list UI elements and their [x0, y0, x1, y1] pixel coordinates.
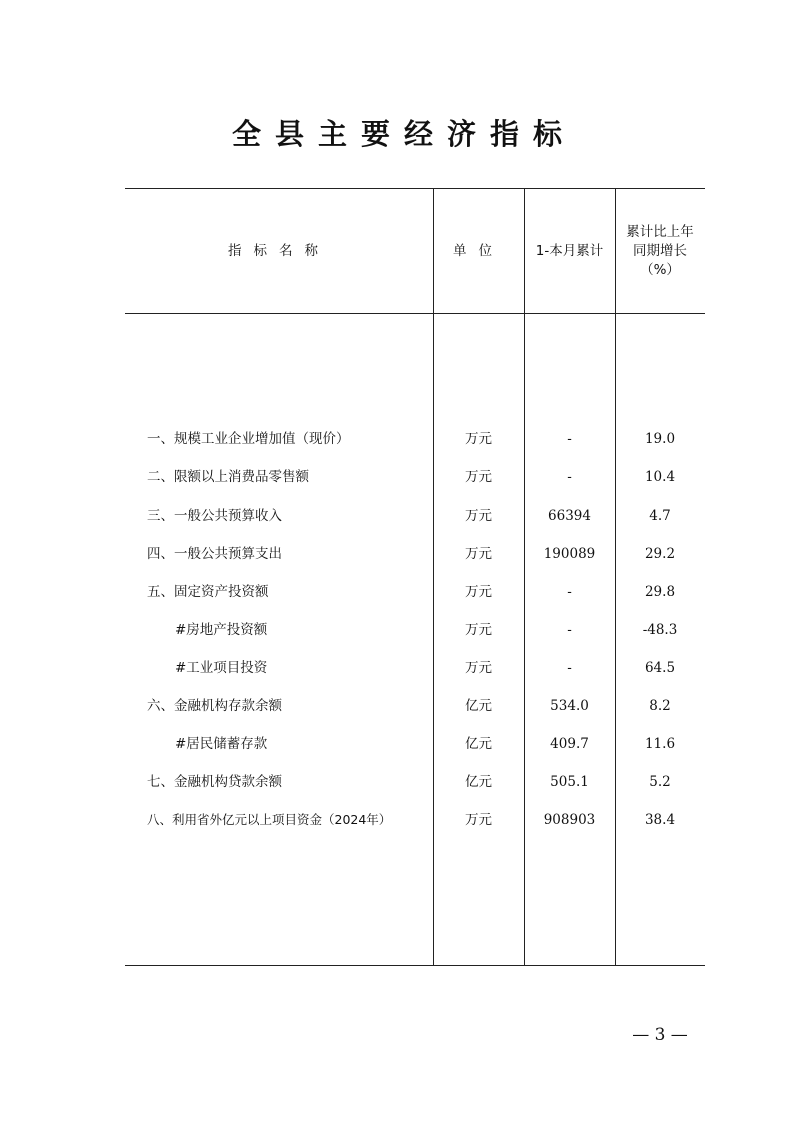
row-cumulative: 908903 [543, 812, 596, 828]
row-unit: 亿元 [465, 736, 492, 752]
row-growth: 4.7 [649, 508, 671, 524]
row-unit: 万元 [465, 469, 492, 485]
row-unit: 万元 [465, 508, 492, 524]
row-cumulative: - [567, 660, 572, 676]
row-unit: 万元 [465, 431, 492, 447]
row-growth: 29.8 [644, 584, 676, 600]
row-growth: 19.0 [644, 431, 676, 447]
row-growth: 64.5 [644, 660, 676, 676]
table-row [125, 694, 705, 718]
row-cumulative: 409.7 [550, 736, 589, 752]
row-name: 四、一般公共预算支出 [147, 546, 282, 562]
page-title: 全县主要经济指标 [231, 117, 576, 151]
table-row [125, 580, 705, 604]
row-growth: 10.4 [644, 469, 676, 485]
row-cumulative: 505.1 [550, 774, 589, 790]
row-name: 八、利用省外亿元以上项目资金（2024年） [147, 812, 392, 827]
row-cumulative: - [567, 584, 572, 600]
row-unit: 万元 [465, 660, 492, 676]
row-growth: 11.6 [644, 736, 676, 752]
page-number: — 3 — [632, 1025, 688, 1045]
row-name: 二、限额以上消费品零售额 [147, 469, 309, 485]
header-growth-line3: （%） [640, 262, 680, 278]
row-unit: 亿元 [465, 774, 492, 790]
table-row [125, 504, 705, 528]
table-row [125, 542, 705, 566]
row-name: #居民储蓄存款 [175, 736, 268, 752]
row-name: 六、金融机构存款余额 [147, 698, 282, 714]
table-row [125, 656, 705, 680]
header-growth [615, 189, 705, 314]
row-unit: 万元 [465, 546, 492, 562]
header-indicator-name: 指标名称 [228, 243, 330, 259]
row-unit: 万元 [465, 622, 492, 638]
header-growth-line2: 同期增长 [633, 243, 687, 259]
table-row [125, 618, 705, 642]
row-growth: 29.2 [644, 546, 676, 562]
row-cumulative: - [567, 431, 572, 447]
row-cumulative: - [567, 622, 572, 638]
row-growth: 8.2 [649, 698, 671, 714]
row-unit: 万元 [465, 812, 492, 828]
row-name: 三、一般公共预算收入 [147, 508, 282, 524]
table-row [125, 427, 705, 451]
table-row [125, 770, 705, 794]
row-name: #工业项目投资 [175, 660, 268, 676]
table-row [125, 808, 705, 832]
table-row [125, 732, 705, 756]
row-cumulative: 66394 [548, 508, 591, 524]
table-bottom-rule [125, 965, 705, 966]
row-cumulative: - [567, 469, 572, 485]
row-cumulative: 534.0 [550, 698, 589, 714]
table-row [125, 465, 705, 489]
row-growth: 38.4 [644, 812, 676, 828]
row-name: 七、金融机构贷款余额 [147, 774, 282, 790]
row-name: 一、规模工业企业增加值（现价） [147, 431, 350, 447]
header-unit: 单位 [453, 243, 504, 259]
header-growth-line1: 累计比上年 [626, 224, 694, 240]
row-name: #房地产投资额 [175, 622, 268, 638]
row-growth: -48.3 [642, 622, 678, 638]
row-growth: 5.2 [649, 774, 671, 790]
row-cumulative: 190089 [543, 546, 596, 562]
header-cumulative: 1-本月累计 [535, 243, 604, 259]
row-unit: 亿元 [465, 698, 492, 714]
row-unit: 万元 [465, 584, 492, 600]
row-name: 五、固定资产投资额 [147, 584, 269, 600]
